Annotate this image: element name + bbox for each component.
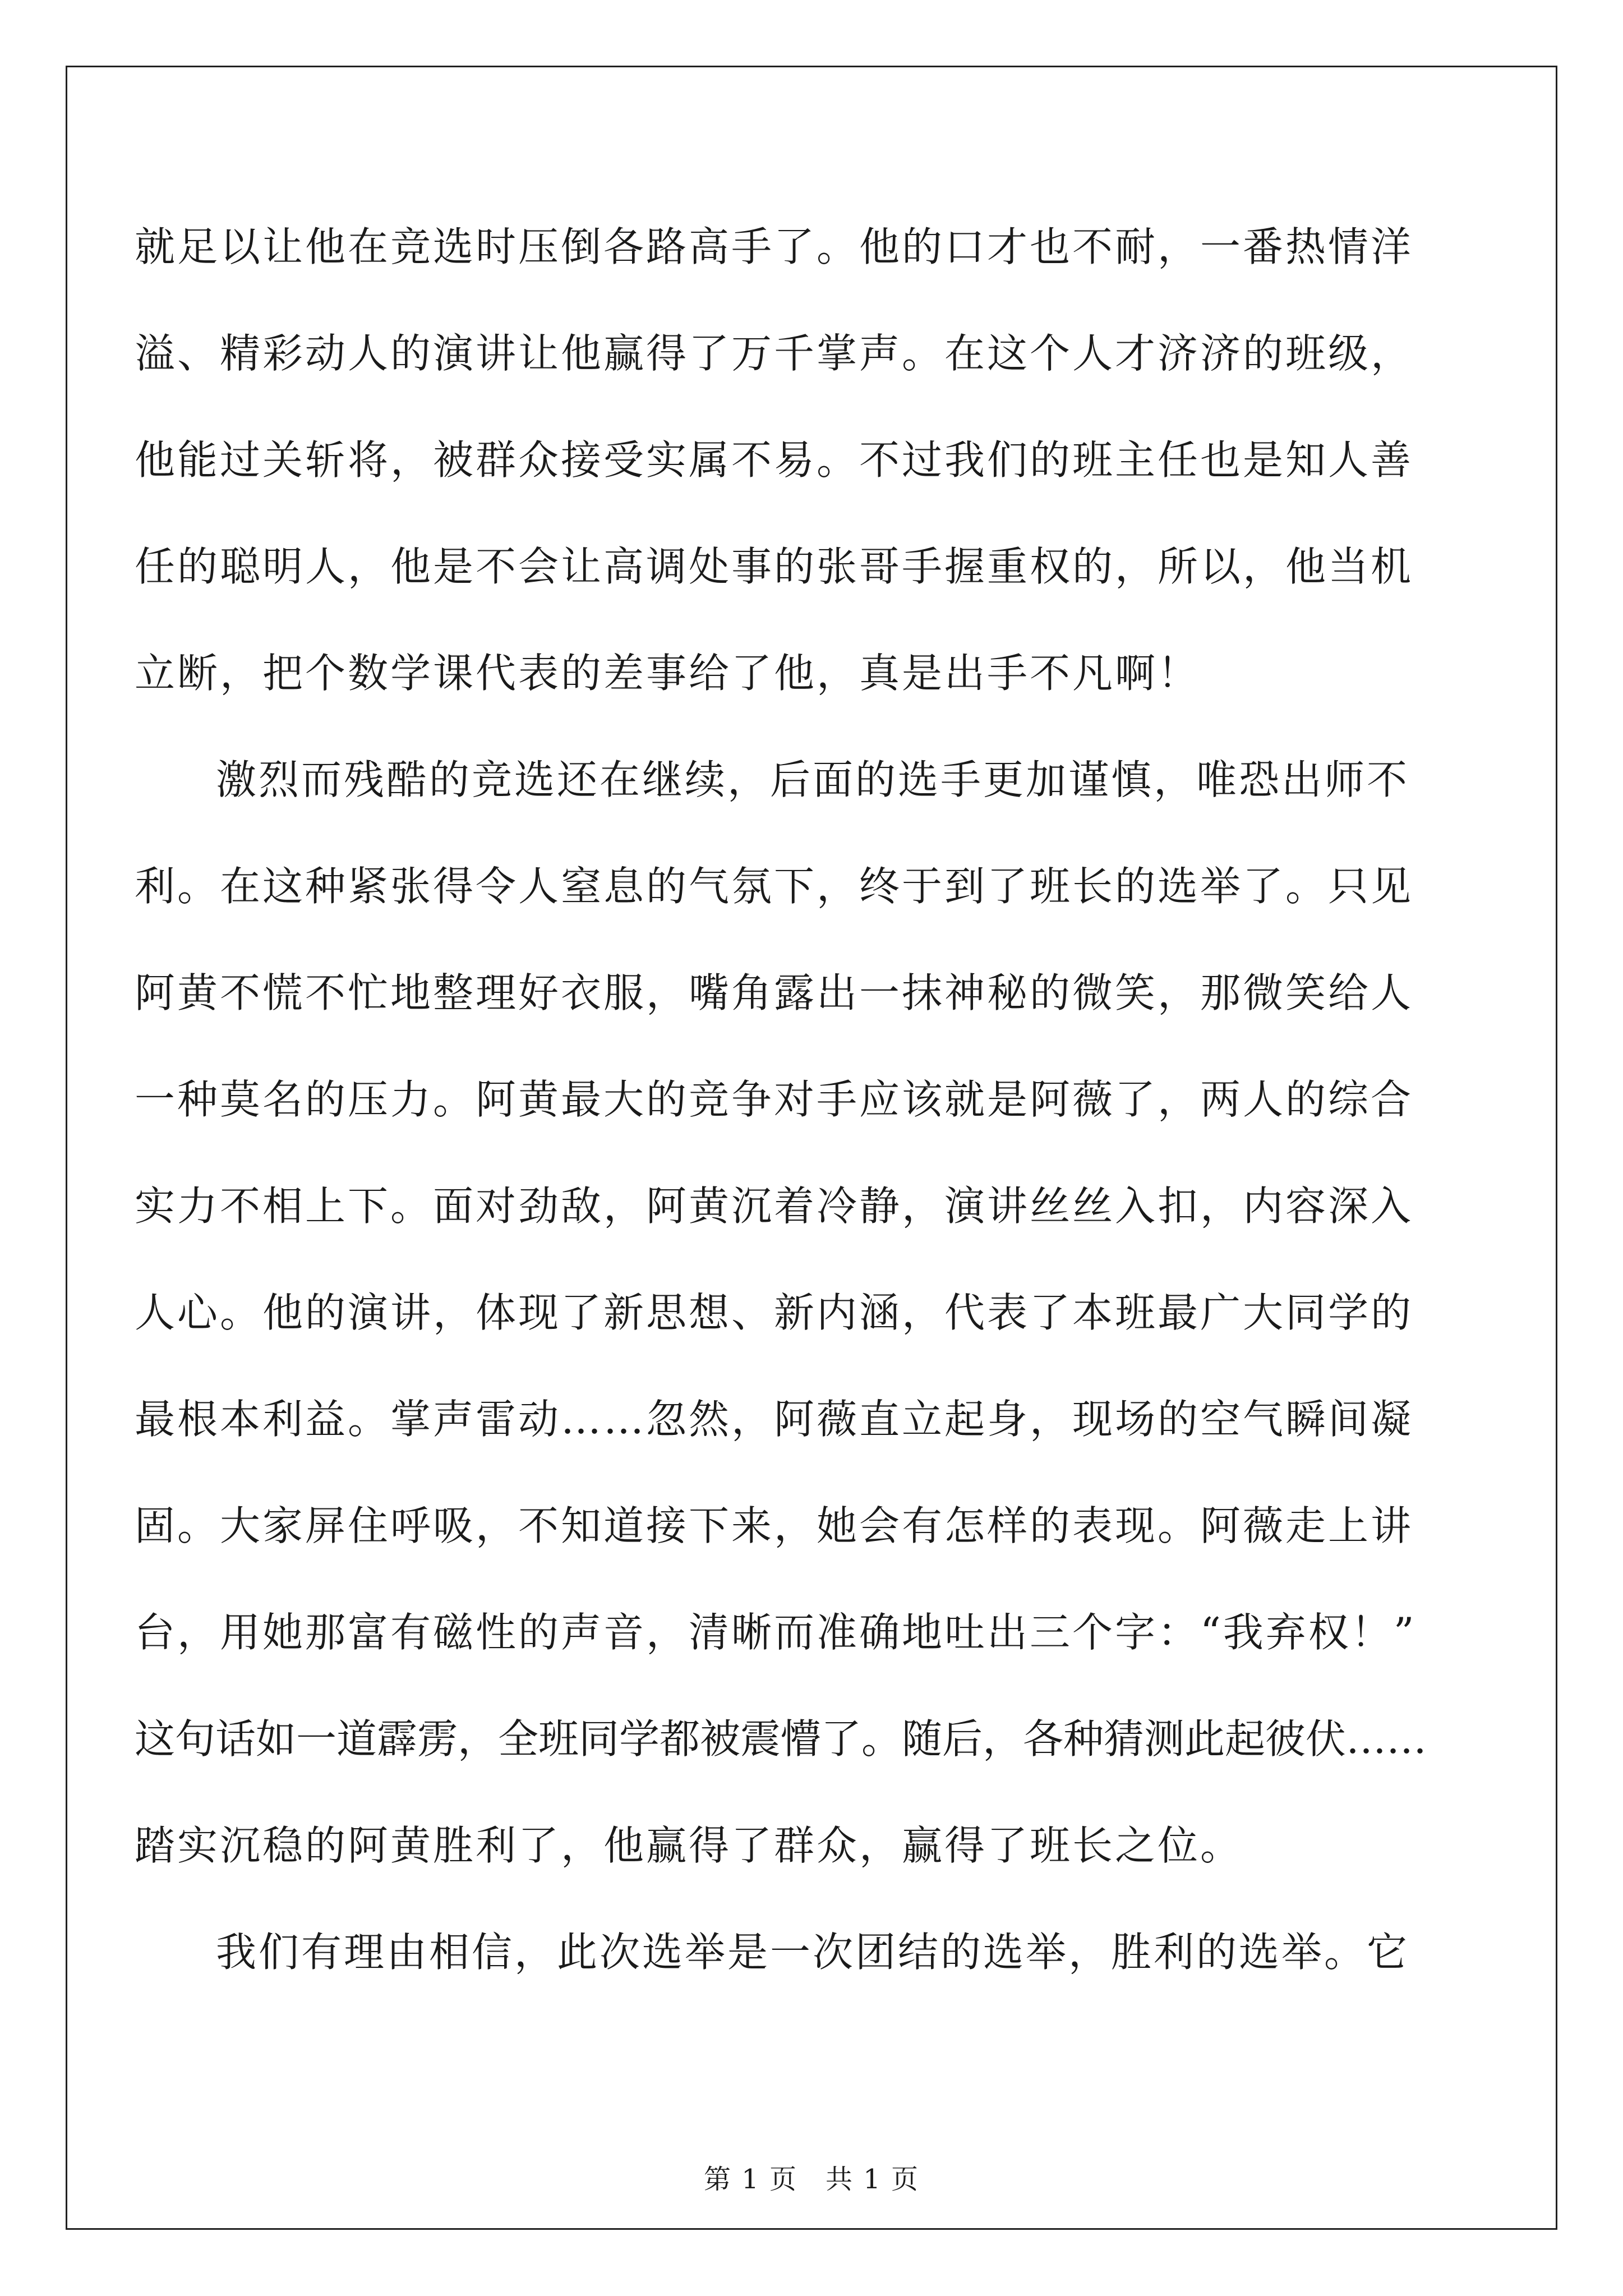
text-line: 固。大家屏住呼吸，不知道接下来，她会有怎样的表现。阿薇走上讲: [135, 1502, 1414, 1549]
text-line: 立断，把个数学课代表的差事给了他，真是出手不凡啊！: [135, 650, 1201, 697]
text-line: 一种莫名的压力。阿黄最大的竞争对手应该就是阿薇了，两人的综合: [135, 1076, 1414, 1123]
text-line: 任的聪明人，他是不会让高调处事的张哥手握重权的，所以，他当机: [135, 543, 1414, 590]
page-border: [66, 66, 1557, 2230]
paragraph-first-line: 我们有理由相信，此次选举是一次团结的选举，胜利的选举。它: [216, 1929, 1410, 1976]
text-line: 溢、精彩动人的演讲让他赢得了万千掌声。在这个人才济济的班级，: [135, 330, 1414, 377]
page-number-footer: 第 1 页 共 1 页: [703, 2164, 920, 2195]
text-line: 就足以让他在竞选时压倒各路高手了。他的口才也不耐，一番热情洋: [135, 223, 1414, 270]
text-line: 这句话如一道霹雳，全班同学都被震懵了。随后，各种猜测此起彼伏……: [135, 1715, 1427, 1763]
text-line: 实力不相上下。面对劲敌，阿黄沉着冷静，演讲丝丝入扣，内容深入: [135, 1182, 1414, 1230]
text-line: 最根本利益。掌声雷动……忽然，阿薇直立起身，现场的空气瞬间凝: [135, 1396, 1414, 1443]
text-line: 他能过关斩将，被群众接受实属不易。不过我们的班主任也是知人善: [135, 436, 1414, 484]
text-line: 人心。他的演讲，体现了新思想、新内涵，代表了本班最广大同学的: [135, 1289, 1414, 1336]
text-line: 台，用她那富有磁性的声音，清晰而准确地吐出三个字：“我弃权！”: [135, 1609, 1417, 1656]
text-line: 利。在这种紧张得令人窒息的气氛下，终于到了班长的选举了。只见: [135, 863, 1414, 910]
text-line: 踏实沉稳的阿黄胜利了，他赢得了群众，赢得了班长之位。: [135, 1822, 1243, 1869]
paragraph-first-line: 激烈而残酷的竞选还在继续，后面的选手更加谨慎，唯恐出师不: [216, 756, 1410, 803]
text-line: 阿黄不慌不忙地整理好衣服，嘴角露出一抹神秘的微笑，那微笑给人: [135, 969, 1414, 1016]
